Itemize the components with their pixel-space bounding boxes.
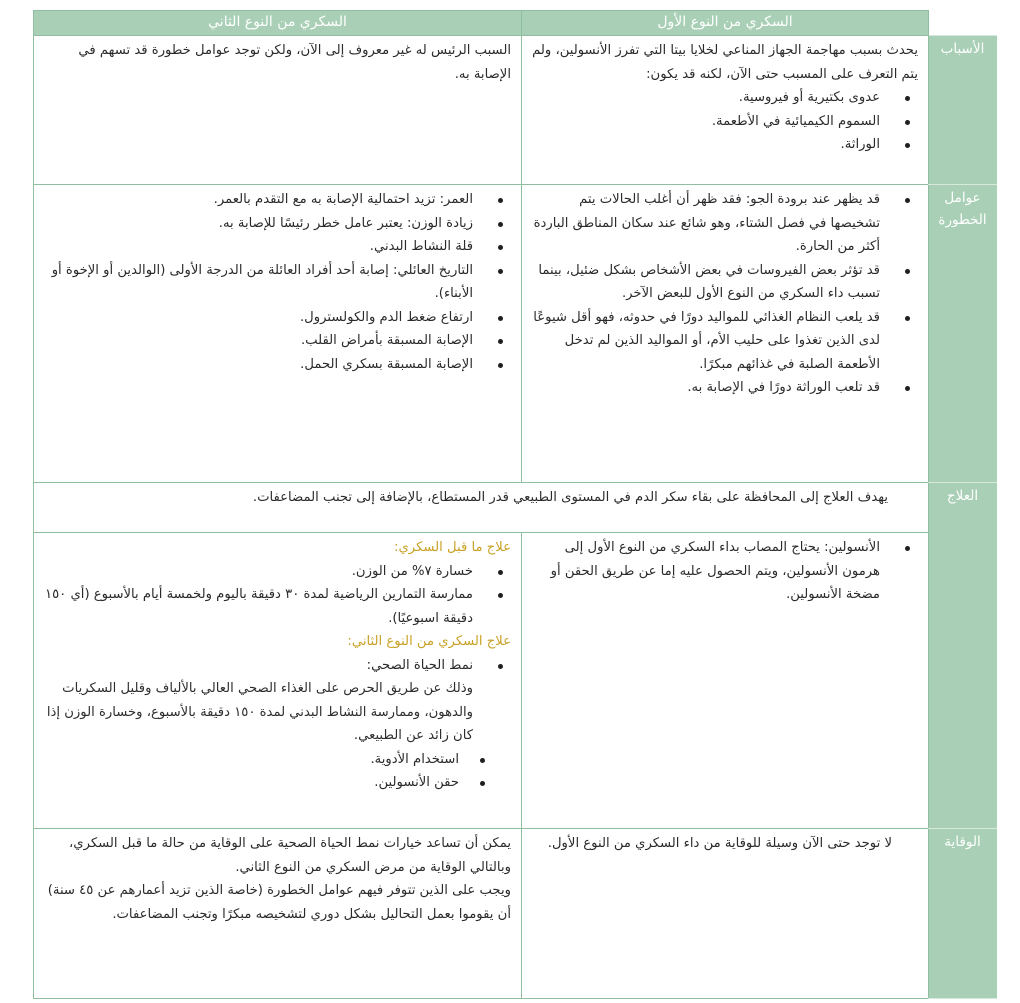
causes-type1-intro: يحدث بسبب مهاجمة الجهاز المناعي لخلايا بيتا التي تفرز الأنسولين، ولم يتم التعرف على المسبب حتى الآن، لكنه قد يكون: [532,43,918,82]
prediabetes-list [44,560,511,631]
list-item: الإصابة المسبقة بسكري الحمل. [44,353,511,377]
risk-type1-list [532,188,918,400]
prevention-type2-text2: ويجب على الذين تتوفر فيهم عوامل الخطورة (خاصة الذين تزيد أعمارهم عن ٤٥ سنة) أن يقوموا بعمل التحاليل بشكل دوري لتشخيصه مبكرًا وتجنب المضاعفات. [47,883,511,922]
treatment-type2 [34,533,522,829]
treatment-type1 [522,533,929,829]
header-corner [929,11,997,36]
header-row [34,11,997,36]
prevention-type2 [34,829,522,999]
list-item: نمط الحياة الصحي: [44,654,511,678]
row-label-risk: عوامل الخطورة [929,185,997,483]
row-treatment-details [34,533,997,829]
lifestyle-list [44,654,511,678]
row-treatment-general [34,483,997,533]
list-item: الإصابة المسبقة بأمراض القلب. [44,329,511,353]
type2-sub-list [44,748,511,795]
risk-type2 [34,185,522,483]
list-item: زيادة الوزن: يعتبر عامل خطر رئيسًا للإصابة به. [44,212,511,236]
header-type2: السكري من النوع الثاني [34,11,522,36]
prediabetes-heading: علاج ما قبل السكري: [394,540,511,555]
lifestyle-text: وذلك عن طريق الحرص على الغذاء الصحي العالي بالألياف وقليل السكريات والدهون، وممارسة النشاط البدني لمدة ١٥٠ دقيقة بالأسبوع، وخسارة الوزن إذا كان زائد عن الطبيعي. [46,681,473,743]
causes-type1 [522,36,929,185]
list-item: ارتفاع ضغط الدم والكولسترول. [44,306,511,330]
treatment-type1-list [532,536,918,607]
prevention-type1-text: لا توجد حتى الآن وسيلة للوقاية من داء السكري من النوع الأول. [547,836,892,851]
list-item: الوراثة. [532,133,918,157]
list-item: قلة النشاط البدني. [44,235,511,259]
header-type1: السكري من النوع الأول [522,11,929,36]
row-label-causes: الأسباب [929,36,997,185]
list-item: قد يظهر عند برودة الجو: فقد ظهر أن أغلب الحالات يتم تشخيصها في فصل الشتاء، وهو شائع عند سكان المناطق الباردة أكثر من الحارة. [532,188,918,259]
prevention-type2-text1: يمكن أن تساعد خيارات نمط الحياة الصحية على الوقاية من حالة ما قبل السكري، وبالتالي الوقاية من مرض السكري من النوع الثاني. [69,836,511,875]
row-risk [34,185,997,483]
risk-type2-list [44,188,511,376]
causes-type1-list [532,86,918,157]
row-prevention [34,829,997,999]
causes-type2-text: السبب الرئيس له غير معروف إلى الآن، ولكن توجد عوامل خطورة قد تسهم في الإصابة به. [78,43,511,82]
treatment-general-text: يهدف العلاج إلى المحافظة على بقاء سكر الدم في المستوى الطبيعي قدر المستطاع، بالإضافة إلى تجنب المضاعفات. [252,490,888,505]
list-item: ممارسة التمارين الرياضية لمدة ٣٠ دقيقة باليوم ولخمسة أيام بالأسبوع (أي ١٥٠ دقيقة اسبوعيًا). [44,583,511,630]
list-item: قد يلعب النظام الغذائي للمواليد دورًا في حدوثه، فهو أقل شيوعًا لدى الذين تغذوا على حليب الأم، أو المواليد الذين لم تدخل الأطعمة الصلبة في غذائهم مبكرًا. [532,306,918,377]
list-item: السموم الكيميائية في الأطعمة. [532,110,918,134]
type2-treatment-heading: علاج السكري من النوع الثاني: [347,634,511,649]
row-label-treatment: العلاج [929,483,997,829]
treatment-general [34,483,929,533]
list-item: التاريخ العائلي: إصابة أحد أفراد العائلة من الدرجة الأولى (الوالدين أو الإخوة أو الأبناء). [44,259,511,306]
row-causes [34,36,997,185]
list-item: الأنسولين: يحتاج المصاب بداء السكري من النوع الأول إلى هرمون الأنسولين، ويتم الحصول عليه إما عن طريق الحقن أو مضخة الأنسولين. [532,536,918,607]
list-item: خسارة ٧% من الوزن. [44,560,511,584]
list-item: عدوى بكتيرية أو فيروسية. [532,86,918,110]
list-item: استخدام الأدوية. [44,748,511,772]
causes-type2 [34,36,522,185]
risk-type1 [522,185,929,483]
list-item: قد تلعب الوراثة دورًا في الإصابة به. [532,376,918,400]
row-label-prevention: الوقاية [929,829,997,999]
list-item: حقن الأنسولين. [44,771,511,795]
diabetes-comparison-table [33,10,997,999]
list-item: قد تؤثر بعض الفيروسات في بعض الأشخاص بشكل ضئيل، بينما تسبب داء السكري من النوع الأول للبعض الآخر. [532,259,918,306]
prevention-type1 [522,829,929,999]
list-item: العمر: تزيد احتمالية الإصابة به مع التقدم بالعمر. [44,188,511,212]
